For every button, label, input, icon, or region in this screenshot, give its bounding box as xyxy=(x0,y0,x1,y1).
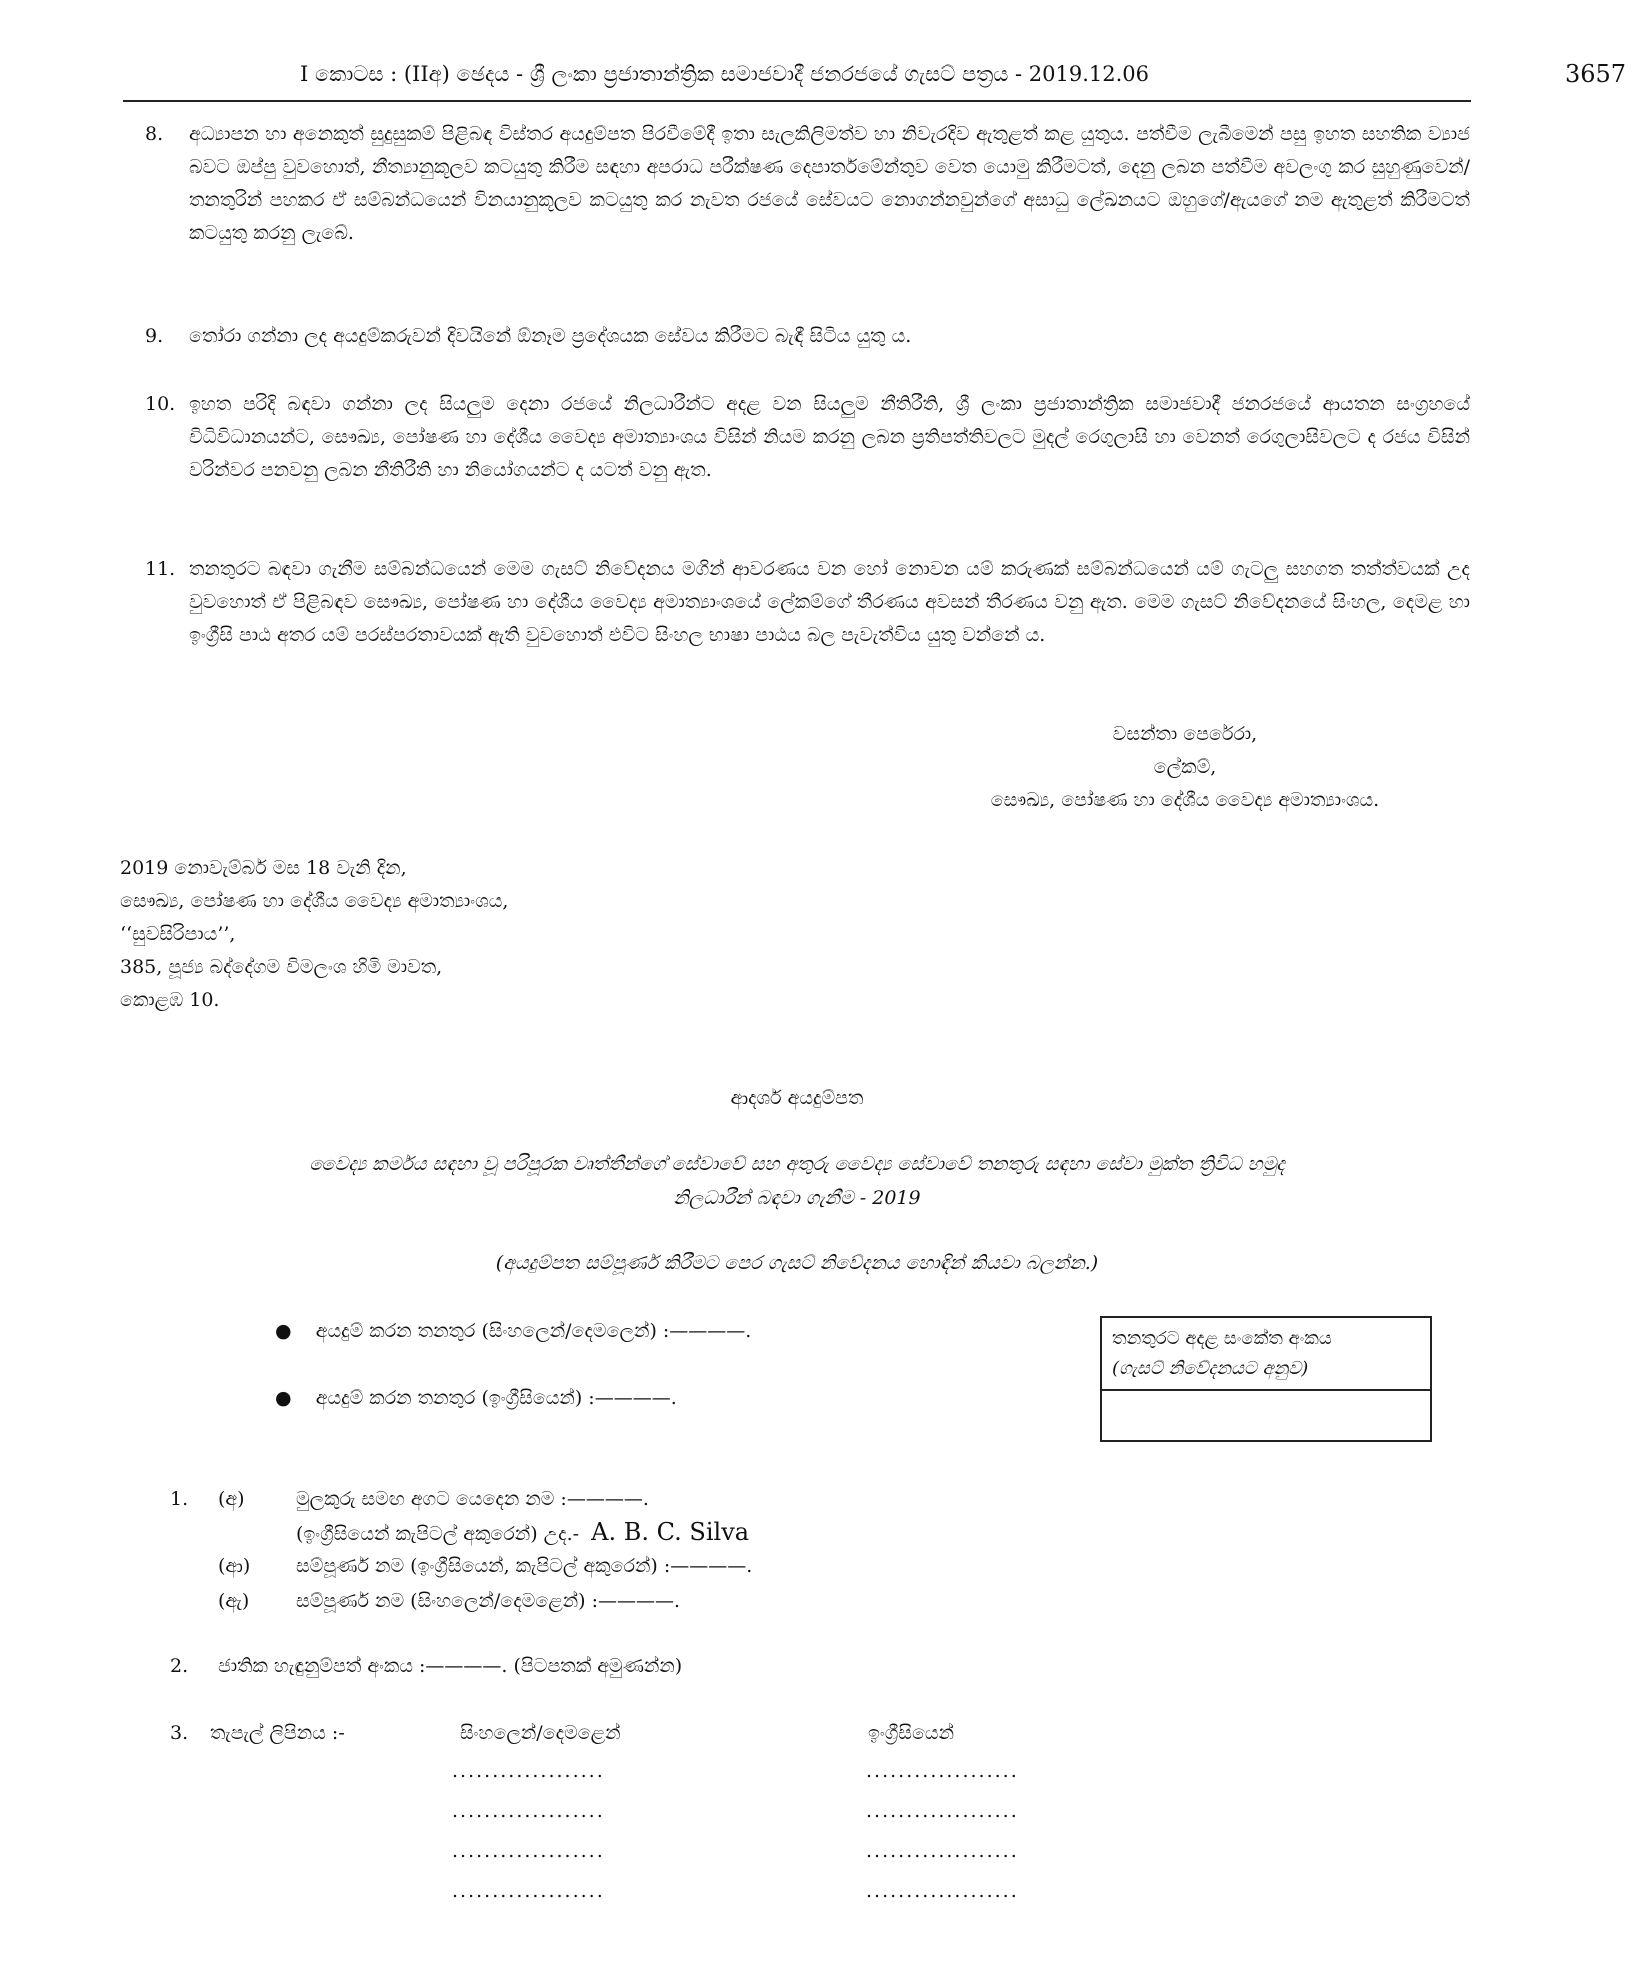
q3-label: තැපැල් ලිපිනය :- xyxy=(210,1722,345,1744)
address-line: ‘‘සුවසිරිපාය’’, xyxy=(120,923,236,945)
signature-block xyxy=(900,718,1470,817)
gazette-header-title: I කොටස : (IIඅ) ඡෙදය - ශ්‍රී ලංකා ප්‍රජාතාන්ත්‍රික සමාජවාදී ජනරජයේ ගැසට් පත්‍රය - 2019.12.06 xyxy=(300,62,1150,86)
signatory-name: වසන්තා පෙරේරා, xyxy=(1112,723,1258,745)
position-sinhala-label: අයදුම් කරන තනතුර (සිංහලෙන්/දෙමලෙන්) :————. xyxy=(315,1320,752,1342)
bullet-icon: ● xyxy=(275,1320,292,1342)
q1c-label: (ඇ) xyxy=(218,1590,250,1612)
address-line: 385, පූජ්‍ය බද්දේගම විමලංශ හිමි මාවත, xyxy=(120,956,443,978)
paragraph-text: අධ්‍යාපන හා අනෙකුත් සුදුසුකම් පිළිබඳ විස්තර අයදුම්පත පිරවීමේදී ඉතා සැලකිලිමත්ව හා නිවැරදිව ඇතුළත් කළ යුතුය. පත්වීම ලැබීමෙන් පසු ඉහත සහතික ව්‍යාජ බවට ඔප්පු වුවහොත්, නීත්‍යානුකූලව කටයුතු කිරීම සඳහා අපරාධ පරීක්ෂණ දෙපාර්තමේන්තුව වෙත යොමු කිරීමටත්, දෙනු ලබන පත්වීම අවලංගු කර සුහුණුවෙන්/තනතුරින් පහකර ඒ සම්බන්ධයෙන් විනයානුකූලව කටයුතු කර නැවත රජයේ සේවයට නොගන්නවුන්ගේ අසාධු ලේඛනයට ඔහුගේ/ඇයගේ නම ඇතුළත් කිරීමටත් කටයුතු කරනු ලැබේ. xyxy=(189,123,1470,244)
paragraph-11 xyxy=(145,553,1470,652)
paragraph-number: 9. xyxy=(145,325,164,347)
q1-number: 1. xyxy=(170,1488,189,1510)
paragraph-number: 10. xyxy=(145,393,176,415)
position-sinhala-row xyxy=(275,1320,751,1342)
address-line: 2019 නොවැම්බර් මස 18 වැනි දින, xyxy=(120,857,407,879)
paragraph-text: තනතුරට බඳවා ගැනීම සම්බන්ධයෙන් මෙම ගැසට් නිවේදනය මගින් ආවරණය වන හෝ නොවන යම් කරුණක් සම්බන්ධයෙන් යම් ගැටලු සහගත තත්ත්වයක් උද වුවහොත් ඒ පිළිබඳව සෞඛ්‍ය, පෝෂණ හා දේශීය වෛද්‍ය අමාත්‍යාංශයේ ලේකම්ගේ තීරණය අවසන් තීරණය වනු ඇත. මෙම ගැසට් නිවේදනයේ සිංහල, දෙමළ හා ඉංග්‍රීසි පාඨ අතර යම් පරස්පරතාවයක් ඇති වුවහොත් එවිට සිංහල භාෂා පාඨය බල පැවැත්විය යුතු වන්නේ ය. xyxy=(189,558,1470,646)
header-divider xyxy=(123,100,1471,102)
post-code-sublabel: (ගැසට් නිවේදනයට අනුව) xyxy=(1112,1358,1309,1379)
address-english-line[interactable]: ................... xyxy=(866,1840,1019,1862)
post-code-label: තනතුරට අදළ සංකේත අංකය xyxy=(1112,1328,1332,1349)
post-code-field[interactable] xyxy=(1102,1391,1430,1435)
q1c-text: සම්පූර්ණ නම (සිංහලෙන්/දෙමළෙන්) :————. xyxy=(296,1590,681,1612)
form-subtitle-line1: වෛද්‍ය කර්මය සඳහා වූ පරිපූරක වෘත්තීන්ගේ සේවාවේ සහ අතුරු වෛද්‍ය සේවාවේ තනතුරු සඳහා සේවා මුක්ත ත්‍රිවිධ හමුද xyxy=(309,1153,1285,1175)
address-block xyxy=(120,852,508,1017)
signatory-ministry: සෞඛ්‍ය, පෝෂණ හා දේශීය වෛද්‍ය අමාත්‍යාංශය. xyxy=(990,789,1380,811)
address-sinhala-line[interactable]: ................... xyxy=(452,1800,605,1822)
paragraph-number: 11. xyxy=(145,558,176,580)
paragraph-number: 8. xyxy=(145,123,164,145)
address-english-line[interactable]: ................... xyxy=(866,1880,1019,1902)
address-sinhala-line[interactable]: ................... xyxy=(452,1840,605,1862)
q1a-label: (අ) xyxy=(218,1488,245,1510)
bullet-icon: ● xyxy=(275,1387,292,1409)
paragraph-text: තෝරා ගන්නා ලද අයදුම්කරුවන් දිවයිනේ ඕනෑම ප්‍රදේශයක සේවය කිරීමට බැඳී සිටිය යුතු ය. xyxy=(189,325,912,347)
position-english-label: අයදුම් කරන තනතුර (ඉංග්‍රීසියෙන්) :————. xyxy=(315,1387,677,1409)
address-english-line[interactable]: ................... xyxy=(866,1760,1019,1782)
post-code-box xyxy=(1100,1316,1432,1442)
q1b-label: (ආ) xyxy=(218,1555,251,1577)
address-sinhala-line[interactable]: ................... xyxy=(452,1760,605,1782)
address-english-line[interactable]: ................... xyxy=(866,1800,1019,1822)
q1b-text: සම්පූර්ණ නම (ඉංග්‍රීසියෙන්, කැපිටල් අකුරෙන්) :————. xyxy=(296,1555,753,1577)
q3-number: 3. xyxy=(170,1722,189,1744)
paragraph-9 xyxy=(145,320,1470,353)
paragraph-10 xyxy=(145,388,1470,487)
signatory-role: ලේකම්, xyxy=(1153,756,1217,778)
address-sinhala-line[interactable]: ................... xyxy=(452,1880,605,1902)
q1a-note-row xyxy=(296,1518,749,1546)
q1a-note: (ඉංග්‍රීසියෙන් කැපිටල් අකුරෙන්) උද.- xyxy=(296,1523,580,1545)
q1a-text: මුලකුරු සමඟ අගට යෙදෙන නම :————. xyxy=(296,1488,649,1510)
form-subtitle-line2: නිලධාරීන් බඳවා ගැනීම - 2019 xyxy=(673,1187,921,1209)
page-number: 3657 xyxy=(1565,60,1627,88)
address-line: කොළඹ 10. xyxy=(120,989,220,1011)
q3-column-english: ඉංග්‍රීසියෙන් xyxy=(868,1722,954,1744)
q2-number: 2. xyxy=(170,1655,189,1677)
q1a-example: A. B. C. Silva xyxy=(591,1518,750,1546)
paragraph-text: ඉහත පරිදි බඳවා ගන්නා ලද සියලුම දෙනා රජයේ නිලධාරීන්ට අදළ වන සියලුම නීතිරීති, ශ්‍රී ලංකා ප්‍රජාතාන්ත්‍රික සමාජවාදී ජනරජයේ ආයතන සංග්‍රහයේ විධිවිධානයන්ට, සෞඛ්‍ය, පෝෂණ හා දේශීය වෛද්‍ය අමාත්‍යාංශය විසින් නියම කරනු ලබන ප්‍රතිපත්තිවලට මුදල් රෙගුලාසි හා වෙනත් රෙගුලාසිවලට ද රජය විසින් වරින්වර පනවනු ලබන නීතිරීති හා නියෝගයන්ට ද යටත් වනු ඇත. xyxy=(189,393,1470,481)
paragraph-8 xyxy=(145,118,1470,250)
q2-text: ජාතික හැඳුනුම්පත් අංකය :————. (පිටපතක් අමුණන්න) xyxy=(218,1655,683,1677)
q3-column-sinhala: සිංහලෙන්/දෙමළෙන් xyxy=(460,1722,621,1744)
form-instruction-note: (අයදුම්පත සම්පූර්ණ කිරීමට පෙර ගැසට් නිවේදනය හොඳින් කියවා බලන්න.) xyxy=(495,1252,1099,1274)
form-title: ආදර්ශ අයදුම්පත xyxy=(730,1087,864,1109)
address-line: සෞඛ්‍ය, පෝෂණ හා දේශීය වෛද්‍ය අමාත්‍යාංශය, xyxy=(120,890,509,912)
post-code-box-header xyxy=(1102,1318,1430,1391)
position-english-row xyxy=(275,1387,677,1409)
